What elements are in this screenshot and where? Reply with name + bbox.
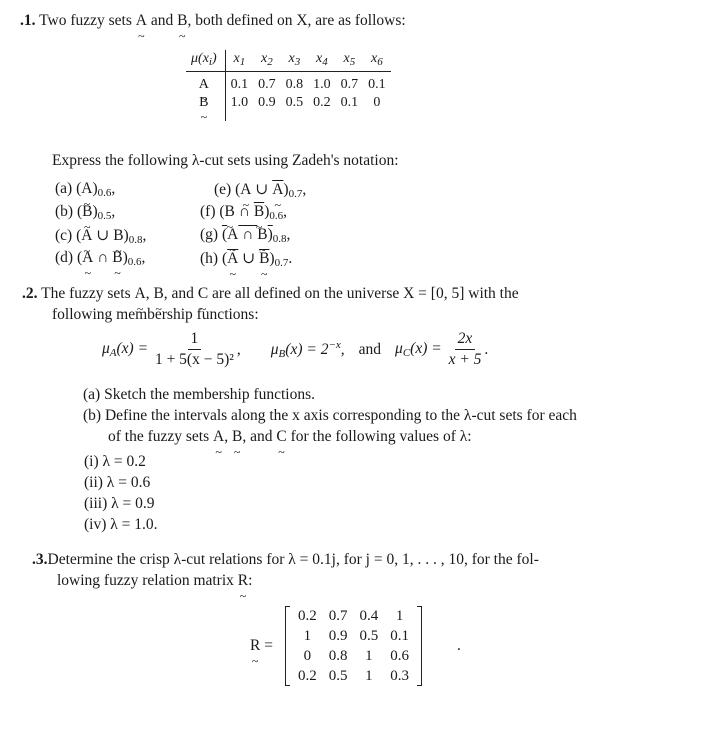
table-header-mu: $\mu(x_i)$: [186, 50, 225, 72]
table-cell: 1.0: [230, 95, 249, 110]
table-header-x4: $x_4$: [308, 50, 336, 72]
table-cell: 0.1: [368, 77, 386, 92]
part-f: (f) (B ~ ∩ $\overline{B}$ $\sim)_{0.6}$,: [200, 203, 287, 222]
part-a: (a) (A $\sim)_{0.6}$,: [55, 180, 115, 199]
lambda-value-iii: (iii) λ = 0.9: [84, 495, 155, 512]
problem-2-line2: following membership functions:: [52, 306, 259, 323]
and-word: and: [358, 340, 382, 358]
table-row-b: [186, 94, 391, 121]
part-e: (e) (A ~ ∪ $\overline{A}$ $\sim)_{0.7}$,: [214, 180, 306, 200]
table-set-b: B ~: [186, 94, 225, 121]
matrix-cell: 0.9: [328, 627, 348, 644]
matrix-row: [292, 646, 415, 666]
table-header-x1: $x_1$: [225, 50, 253, 72]
matrix-cell: 1: [303, 627, 312, 644]
matrix-cell: 0.3: [390, 667, 409, 684]
table-cell: 0: [373, 95, 381, 110]
matrix-row: [292, 666, 415, 686]
matrix-cell: 0.4: [359, 607, 379, 624]
matrix-cell: 1: [365, 667, 373, 684]
table-cell: 0.1: [340, 95, 359, 110]
part-d: (d) (A ~ ∩ B $\sim)_{0.6}$,: [55, 249, 145, 268]
problem-3-line1: .3.Determine the crisp λ-cut relations for λ = 0.1j, for j = 0, 1, . . . , 10, for the fol-: [32, 551, 539, 568]
problem-1-number: .1.: [20, 12, 36, 29]
matrix-end-period: .: [457, 637, 461, 654]
part-c: (c) (A ~ ∪ B $\sim)_{0.8}$,: [55, 226, 146, 246]
table-header-row: [186, 50, 391, 72]
matrix-cell: 0.2: [298, 667, 317, 684]
problem-2-line1: .2. The fuzzy sets A ~, B ~, and C ~ are all defined on the universe X = [0, 5] with the: [22, 285, 519, 303]
mu-a-formula: $\mu_A(x)$ =: [102, 340, 152, 359]
lambda-value-iv: (iv) λ = 1.0.: [84, 516, 158, 533]
membership-table: [186, 50, 391, 121]
mu-c-formula: $\mu_C(x)$ =: [395, 340, 446, 359]
table-header-x2: $x_2$: [253, 50, 281, 72]
matrix-cell: 0.7: [328, 607, 348, 624]
problem-2-number: .2.: [22, 285, 38, 302]
matrix-cell: 0.2: [298, 607, 317, 624]
mu-b-formula: $\mu_B(x) = 2^{-x}$,: [270, 339, 345, 360]
problem-1-intro: Two fuzzy sets A ~ and B ~, both defined on X, are as follows:: [39, 12, 406, 29]
table-cell: 0.9: [258, 95, 276, 110]
matrix-cell: 0.1: [390, 627, 409, 644]
problem-3-number: .3.: [32, 551, 48, 568]
problem-2-part-b-line2: of the fuzzy sets A ~, B ~, and C ~ for the following values of λ:: [108, 428, 472, 446]
matrix-row: [292, 606, 415, 626]
table-header-x5: $x_5$: [336, 50, 364, 72]
table-set-a: A ~: [186, 72, 225, 95]
table-cell: 0.5: [285, 95, 304, 110]
problem-2-part-b-line1: (b) Define the intervals along the x axis corresponding to the λ-cut sets for each: [83, 407, 577, 424]
table-cell: 0.1: [230, 77, 249, 92]
table-cell: 1.0: [313, 77, 331, 92]
matrix-cell: 0.5: [328, 667, 348, 684]
fuzzy-relation-matrix: [285, 606, 422, 686]
table-cell: 0.7: [340, 77, 359, 92]
table-cell: 0.2: [313, 95, 331, 110]
mu-c-fraction: $\frac{2x}{x + 5}$: [448, 330, 482, 368]
part-h: (h) ($\overline{A}$ ~ ∪ $\overline{B}$ $\sim)_{0.7}$.: [200, 249, 292, 269]
lambda-value-ii: (ii) λ = 0.6: [84, 474, 151, 491]
table-header-x6: $x_6$: [363, 50, 391, 72]
part-b: (b) (B $\sim)_{0.5}$,: [55, 203, 115, 222]
matrix-cell: 1: [395, 607, 404, 624]
table-cell: 0.8: [285, 77, 304, 92]
table-header-x3: $x_3$: [281, 50, 309, 72]
matrix-cell: 0: [303, 647, 312, 664]
matrix-row: [292, 626, 415, 646]
problem-2-part-a: (a) Sketch the membership functions.: [83, 386, 316, 403]
mu-a-fraction: $\frac{1}{\text{1 + 5(x − 5)²}}$: [154, 330, 234, 368]
problem-1-statement: [20, 12, 406, 30]
table-row-a: [186, 72, 391, 95]
lambda-cut-instruction: Express the following λ-cut sets using Zadeh's notation:: [52, 152, 399, 169]
matrix-cell: 0.8: [328, 647, 348, 664]
matrix-label: R ~ =: [250, 637, 273, 655]
problem-3-line2: lowing fuzzy relation matrix R ~:: [57, 572, 252, 590]
membership-functions: $\mu_A(x)$ = $\frac{1}{\text{1 + 5(x − 5)²}}$ , $\mu_B(x) = 2^{-x}$, and $\mu_C(x)$ = $\frac{2x}{x + 5}$ .: [102, 330, 489, 368]
part-g: (g) (A ~ ∩ B $\sim)_{0.8}$,: [200, 226, 290, 245]
matrix-cell: 1: [365, 647, 373, 664]
lambda-value-i: (i) λ = 0.2: [84, 453, 146, 470]
matrix-cell: 0.5: [359, 627, 379, 644]
matrix-cell: 0.6: [390, 647, 409, 664]
table-cell: 0.7: [258, 77, 276, 92]
